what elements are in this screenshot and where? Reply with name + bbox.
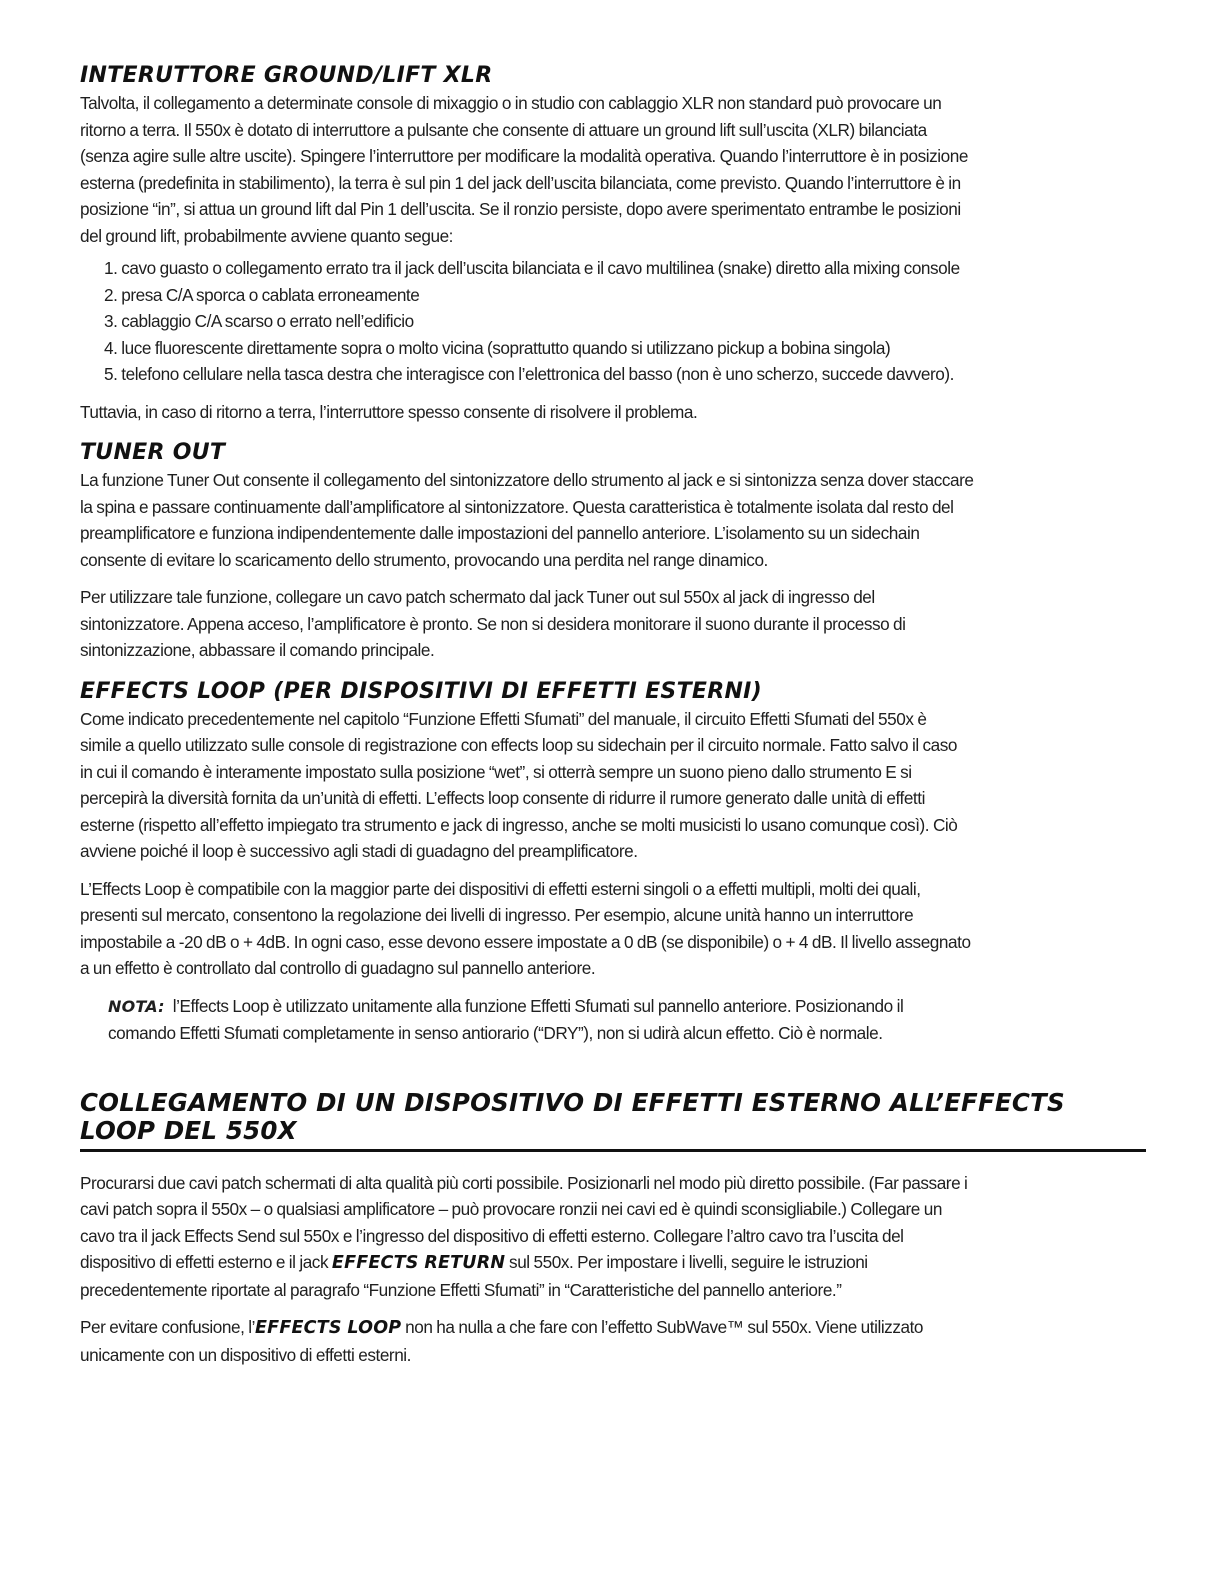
heading-tuner-out: TUNER OUT (80, 440, 226, 465)
text-line: cavi patch sopra il 550x – o qualsiasi amplificatore – può provocare ronzii nei cavi ed è quindi sconsigliabile.) Collegare un (80, 1199, 942, 1219)
text-line: preamplificatore e funziona indipendentemente dalle impostazioni del pannello anteriore. L’isolamento su un sidechain (80, 523, 920, 543)
text-line: cavo tra il jack Effects Send sul 550x e l’ingresso del dispositivo di effetti esterno. Collegare l’altro cavo tra l’uscita del (80, 1225, 904, 1246)
note-text: l’Effects Loop è utilizzato unitamente alla funzione Effetti Sfumati sul pannello anteriore. Posizionando il (172, 995, 904, 1016)
text-line (80, 1249, 1144, 1277)
text-line (108, 993, 1144, 1021)
text-line: (senza agire sulle altre uscite). Spingere l’interruttore per modificare la modalità operativa. Quando l’interruttore è in posizione (80, 146, 968, 166)
text-line: esterne (rispetto all’effetto impiegato tra strumento e jack di ingresso, anche se molti musicisti lo usano comunque così). Ciò (80, 814, 958, 835)
text-line: del ground lift, probabilmente avviene quanto segue: (80, 225, 454, 246)
collegamento-paragraph-1 (80, 1170, 1144, 1304)
text-line: sintonizzazione, abbassare il comando principale. (80, 640, 435, 660)
text-line: percepirà la diversità fornita da un’unità di effetti. L’effects loop consente di ridurre il rumore generato dalle unità di effetti (80, 788, 925, 808)
effects-return-emphasis: EFFECTS RETURN (331, 1253, 506, 1273)
list-item: 5. telefono cellulare nella tasca destra che interagisce con l’elettronica del basso (non è uno scherzo, succede davvero). (104, 364, 954, 384)
text-line: posizione “in”, si attua un ground lift dal Pin 1 dell’uscita. Se il ronzio persiste, dopo avere sperimentato entrambe le posizioni (80, 199, 961, 219)
heading-line: LOOP DEL 550X (80, 1115, 297, 1145)
list-item: 1. cavo guasto o collegamento errato tra il jack dell’uscita bilanciata e il cavo multilinea (snake) diretto alla mixing console (104, 258, 960, 278)
effects-loop-emphasis: EFFECTS LOOP (255, 1318, 402, 1338)
text-line: simile a quello utilizzato sulle console di registrazione con effects loop su sidechain per il circuito normale. Fatto salvo il caso (80, 735, 958, 755)
text-line: Procurarsi due cavi patch schermati di alta qualità più corti possibile. Posizionarli nel modo più diretto possibile. (Far passare i (80, 1172, 968, 1193)
effects-loop-paragraph-1 (80, 706, 1144, 865)
heading-line: COLLEGAMENTO DI UN DISPOSITIVO DI EFFETTI ESTERNO ALL’EFFECTS (80, 1087, 1065, 1117)
note-label: NOTA: (108, 996, 165, 1016)
text-line: sintonizzatore. Appena acceso, l’amplificatore è pronto. Se non si desidera monitorare il suono durante il processo di (80, 613, 906, 634)
text-line: in cui il comando è interamente impostato sulla posizione “wet”, si otterrà sempre un suono pieno dallo strumento E si (80, 761, 912, 782)
text-line: ritorno a terra. Il 550x è dotato di interruttore a pulsante che consente di attuare un ground lift sull’uscita (XLR) bilanciata (80, 119, 927, 140)
heading-effects-loop: EFFECTS LOOP (PER DISPOSITIVI DI EFFETTI ESTERNI) (80, 678, 762, 704)
text-line: esterna (predefinita in stabilimento), la terra è sul pin 1 del jack dell’uscita bilanciata, come previsto. Quando l’interruttore è in (80, 172, 961, 193)
text-line: Per utilizzare tale funzione, collegare un cavo patch schermato dal jack Tuner out sul 550x al jack di ingresso del (80, 587, 875, 607)
text-line: unicamente con un dispositivo di effetti esterni. (80, 1344, 412, 1365)
text-line: Talvolta, il collegamento a determinate console di mixaggio o in studio con cablaggio XLR non standard può provocare un (80, 93, 942, 113)
text-span: non ha nulla a che fare con l’effetto SubWave™ sul 550x. Viene utilizzato (401, 1317, 924, 1337)
text-span: Per evitare confusione, l’ (80, 1317, 256, 1337)
text-line: Come indicato precedentemente nel capitolo “Funzione Effetti Sfumati” del manuale, il circuito Effetti Sfumati del 550x è (80, 708, 927, 729)
tuner-out-paragraph-1 (80, 467, 1144, 573)
collegamento-paragraph-2 (80, 1314, 1144, 1368)
text-line: avviene poiché il loop è successivo agli stadi di guadagno del preamplificatore. (80, 841, 638, 861)
list-item: 3. cablaggio C/A scarso o errato nell’edificio (104, 311, 414, 331)
ground-lift-closing: Tuttavia, in caso di ritorno a terra, l’interruttore spesso consente di risolvere il problema. (80, 401, 698, 422)
text-line: L’Effects Loop è compatibile con la maggior parte dei dispositivi di effetti esterni singoli o a effetti multipli, molti dei quali, (80, 878, 921, 899)
tuner-out-paragraph-2 (80, 584, 1144, 664)
text-line (80, 1314, 1144, 1342)
list-item: 4. luce fluorescente direttamente sopra o molto vicina (soprattutto quando si utilizzano pickup a bobina singola) (104, 337, 891, 358)
heading-underline-rule (80, 1149, 1146, 1152)
heading-collegamento (80, 1089, 1144, 1145)
heading-ground-lift: INTERUTTORE GROUND/LIFT XLR (80, 63, 493, 88)
ground-lift-causes-list (104, 255, 1144, 388)
text-line: consente di evitare lo scaricamento dello strumento, provocando una perdita nel range dinamico. (80, 549, 768, 570)
text-line: impostabile a -20 dB o + 4dB. In ogni caso, esse devono essere impostate a 0 dB (se disponibile) o + 4 dB. Il livello assegnato (80, 931, 971, 952)
text-line: comando Effetti Sfumati completamente in senso antiorario (“DRY”), non si udirà alcun effetto. Ciò è normale. (108, 1023, 883, 1043)
text-line: la spina e passare continuamente dall’amplificatore al sintonizzatore. Questa caratteristica è totalmente isolata dal resto del (80, 496, 954, 517)
text-span: sul 550x. Per impostare i livelli, seguire le istruzioni (505, 1252, 868, 1272)
text-span: dispositivo di effetti esterno e il jack (80, 1252, 332, 1272)
effects-loop-paragraph-2 (80, 876, 1144, 982)
text-line: La funzione Tuner Out consente il collegamento del sintonizzatore dello strumento al jack e si sintonizza senza dover staccare (80, 470, 974, 490)
list-item: 2. presa C/A sporca o cablata erroneamente (104, 284, 420, 305)
text-line: a un effetto è controllato dal controllo di guadagno sul pannello anteriore. (80, 958, 596, 978)
text-line: precedentemente riportate al paragrafo “Funzione Effetti Sfumati” in “Caratteristiche del pannello anteriore.” (80, 1279, 842, 1300)
text-line: presenti sul mercato, consentono la regolazione dei livelli di ingresso. Per esempio, alcune unità hanno un interruttore (80, 905, 914, 925)
ground-lift-paragraph (80, 90, 1144, 249)
note-block (108, 993, 1144, 1047)
